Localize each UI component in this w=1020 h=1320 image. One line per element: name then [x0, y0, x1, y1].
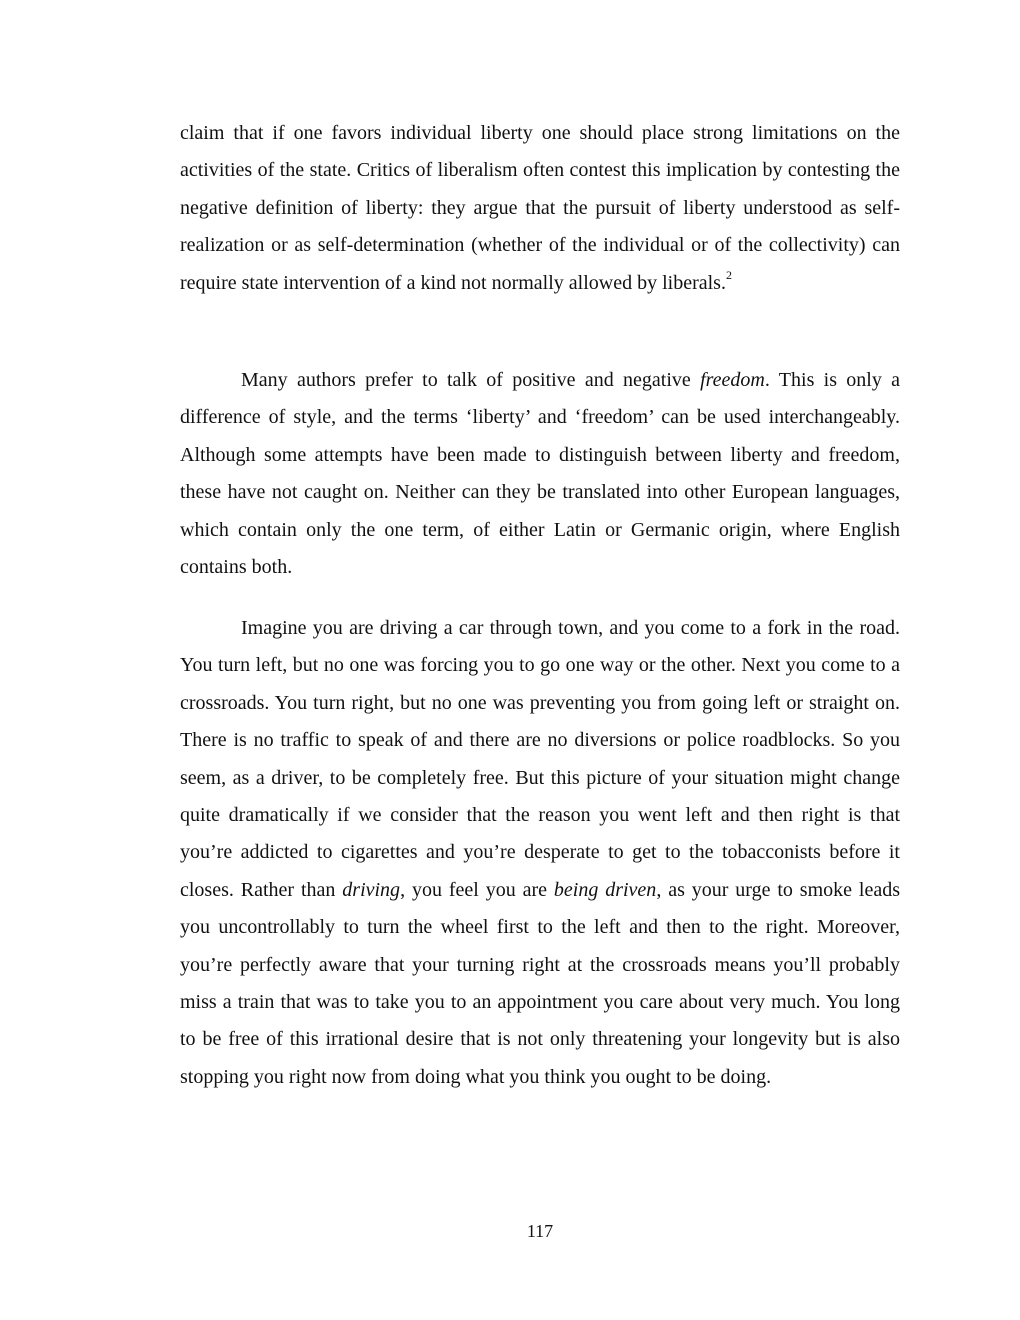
paragraph-text: Many authors prefer to talk of positive and negative [241, 369, 701, 391]
page-number: 117 [526, 1221, 554, 1241]
paragraph-text: claim that if one favors individual liberty one should place strong limitations on the activities of the state. Critics of liberalism often contest this implication by contesting the negative definition of liberty: they argue that the pursuit of liberty understood as self-realization or as self-determination (whether of the individual or of the collectivity) can require state intervention of a kind not normally allowed by liberals. [180, 122, 900, 294]
emphasis-text: driving [342, 878, 401, 901]
body-paragraph-3 [180, 610, 900, 1096]
body-paragraph-1 [180, 115, 900, 302]
paragraph-text: . This is only a difference of style, and the terms ‘liberty’ and ‘freedom’ can be used interchangeably. Although some attempts have been made to distinguish between liberty and freedom, these have not caught on. Neither can they be translated into other European languages, which contain only the one term, of either Latin or Germanic origin, where English contains both. [180, 369, 900, 579]
footnote-reference[interactable]: 2 [725, 267, 732, 282]
paragraph-text: , you feel you are [400, 878, 554, 901]
body-paragraph-2 [180, 362, 900, 586]
paragraph-text: , as your urge to smoke leads you uncontrollably to turn the wheel first to the left and then to the right. Moreover, you’re perfectly aware that your turning right at the crossroads means you’ll probably miss a train that was to take you to an appointment you care about very much. You long to be free of this irrational desire that is not only threatening your longevity but is also stopping you right now from doing what you think you ought to be doing. [180, 878, 900, 1088]
paragraph-text: Imagine you are driving a car through town, and you come to a fork in the road. You turn left, but no one was forcing you to go one way or the other. Next you come to a crossroads. You turn right, but no one was preventing you from going left or straight on. There is no traffic to speak of and there are no diversions or police roadblocks. So you seem, as a driver, to be completely free. But this picture of your situation might change quite dramatically if we consider that the reason you went left and then right is that you’re addicted to cigarettes and you’re desperate to get to the tobacconists before it closes. Rather than [180, 617, 900, 901]
emphasis-text: being driven [553, 878, 657, 901]
emphasis-text: freedom [700, 369, 765, 391]
